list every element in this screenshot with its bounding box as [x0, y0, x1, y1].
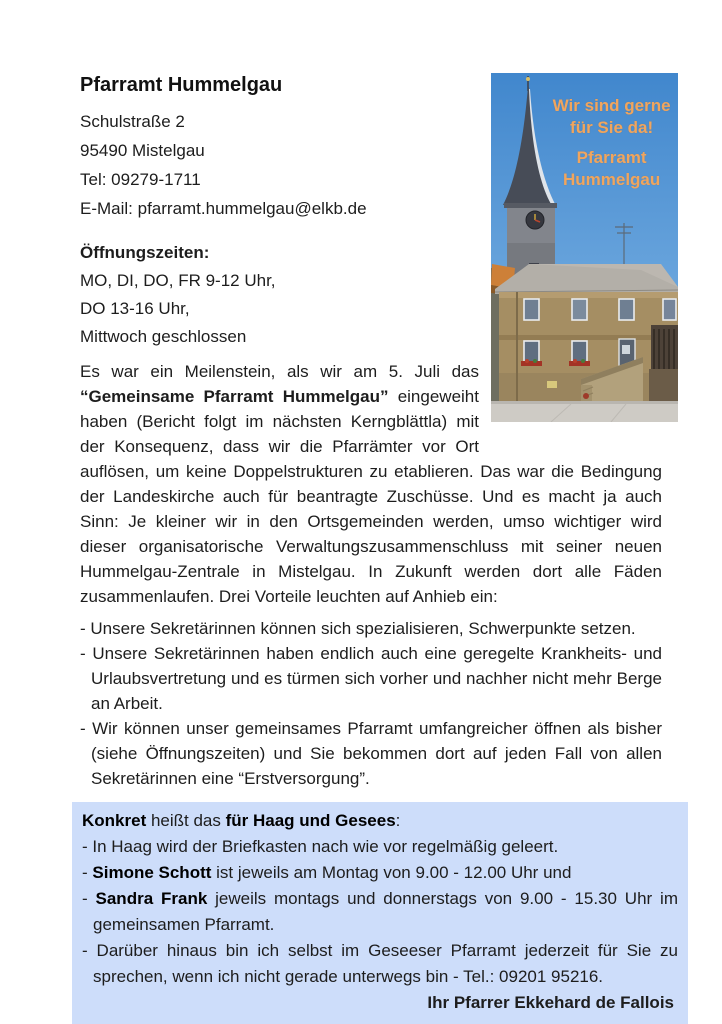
list-item: - Unsere Sekretärinnen haben endlich auch eine geregelte Krankheits- und Urlaubsvertretung und es türmen sich vorher und nachher nicht mehr Berge an Arbeit. [80, 644, 662, 713]
opening-hours-line: MO, DI, DO, FR 9-12 Uhr, [80, 271, 276, 290]
info-box-heading-bold: Konkret [82, 811, 147, 830]
list-item: - Wir können unser gemeinsames Pfarramt umfangreicher öffnen als bisher (siehe Öffnungszeiten) und Sie bekommen dort auf jeden Fall von allen Sekretärinnen eine “Erstversorgung”. [80, 719, 662, 788]
intro-bold-phrase: “Gemeinsame Pfarramt Hummelgau” [80, 387, 389, 406]
address-email: E-Mail: pfarramt.hummelgau@elkb.de [80, 199, 367, 218]
signature-line: Ihr Pfarrer Ekkehard de Fallois [427, 993, 674, 1012]
intro-text-rest: eingeweiht haben (Bericht folgt im nächsten Kerngblättla) mit der Konsequenz, dass wir die Pfarrämter vor Ort auflösen, um keine Doppelstrukturen zu etablieren. Das war die Bedingung der Landeskirche auch für beantragte Zuschüsse. Und es macht ja auch Sinn: Je kleiner wir in den Ortsgemeinden werden, umso wichtiger wird dieser organisatorische Verwaltungszusammenschluss mit seiner neuen Hummelgau-Zentrale in Mistelgau. In Zukunft werden dort alle Fäden zusammenlaufen. Drei Vorteile leuchten auf Anhieb ein: [80, 387, 662, 606]
info-box-heading-text: heißt das [146, 811, 226, 830]
list-item: - In Haag wird der Briefkasten nach wie vor regelmäßig geleert. [82, 837, 559, 856]
advantages-list [80, 616, 662, 791]
info-box-heading-bold: für Haag und Gesees [225, 811, 396, 830]
photo-overlay-line: Wir sind gerne [552, 96, 671, 115]
list-item [82, 860, 678, 886]
person-name: Sandra Frank [95, 889, 208, 908]
photo-overlay-gap [547, 139, 676, 147]
opening-hours-line: Mittwoch geschlossen [80, 327, 247, 346]
opening-hours-title: Öffnungszeiten: [80, 243, 210, 262]
page-title: Pfarramt Hummelgau [80, 74, 283, 96]
photo-overlay-line: Hummelgau [562, 170, 661, 189]
info-box-heading-text: : [395, 811, 401, 830]
photo-overlay-text [547, 95, 676, 191]
list-item [82, 886, 678, 938]
address-street: Schulstraße 2 [80, 112, 185, 131]
photo-overlay-line: für Sie da! [570, 118, 654, 137]
list-item-marker: - [82, 889, 96, 908]
list-item-marker: - [82, 863, 93, 882]
info-box-haag-gesees [72, 802, 688, 1024]
church-photo [491, 73, 678, 422]
address-phone: Tel: 09279-1711 [80, 170, 201, 189]
list-item: - Unsere Sekretärinnen können sich spezialisieren, Schwerpunkte setzen. [80, 619, 636, 638]
intro-text-start: Es war ein Meilenstein, als wir am 5. Juli das [80, 362, 479, 381]
list-item-text: jeweils montags und donnerstags von 9.00 - 15.30 Uhr im gemeinsamen Pfarramt. [93, 889, 678, 934]
list-item: - Darüber hinaus bin ich selbst im Geseeser Pfarramt jederzeit für Sie zu sprechen, wenn ich nicht gerade unterwegs bin - Tel.: 09201 95216. [82, 941, 678, 986]
info-box-heading [82, 808, 678, 834]
person-name: Simone Schott [92, 863, 212, 882]
photo-overlay-line: Pfarramt [576, 148, 647, 167]
list-item-text: ist jeweils am Montag von 9.00 - 12.00 Uhr und [211, 863, 572, 882]
opening-hours-line: DO 13-16 Uhr, [80, 299, 190, 318]
address-city: 95490 Mistelgau [80, 141, 205, 160]
